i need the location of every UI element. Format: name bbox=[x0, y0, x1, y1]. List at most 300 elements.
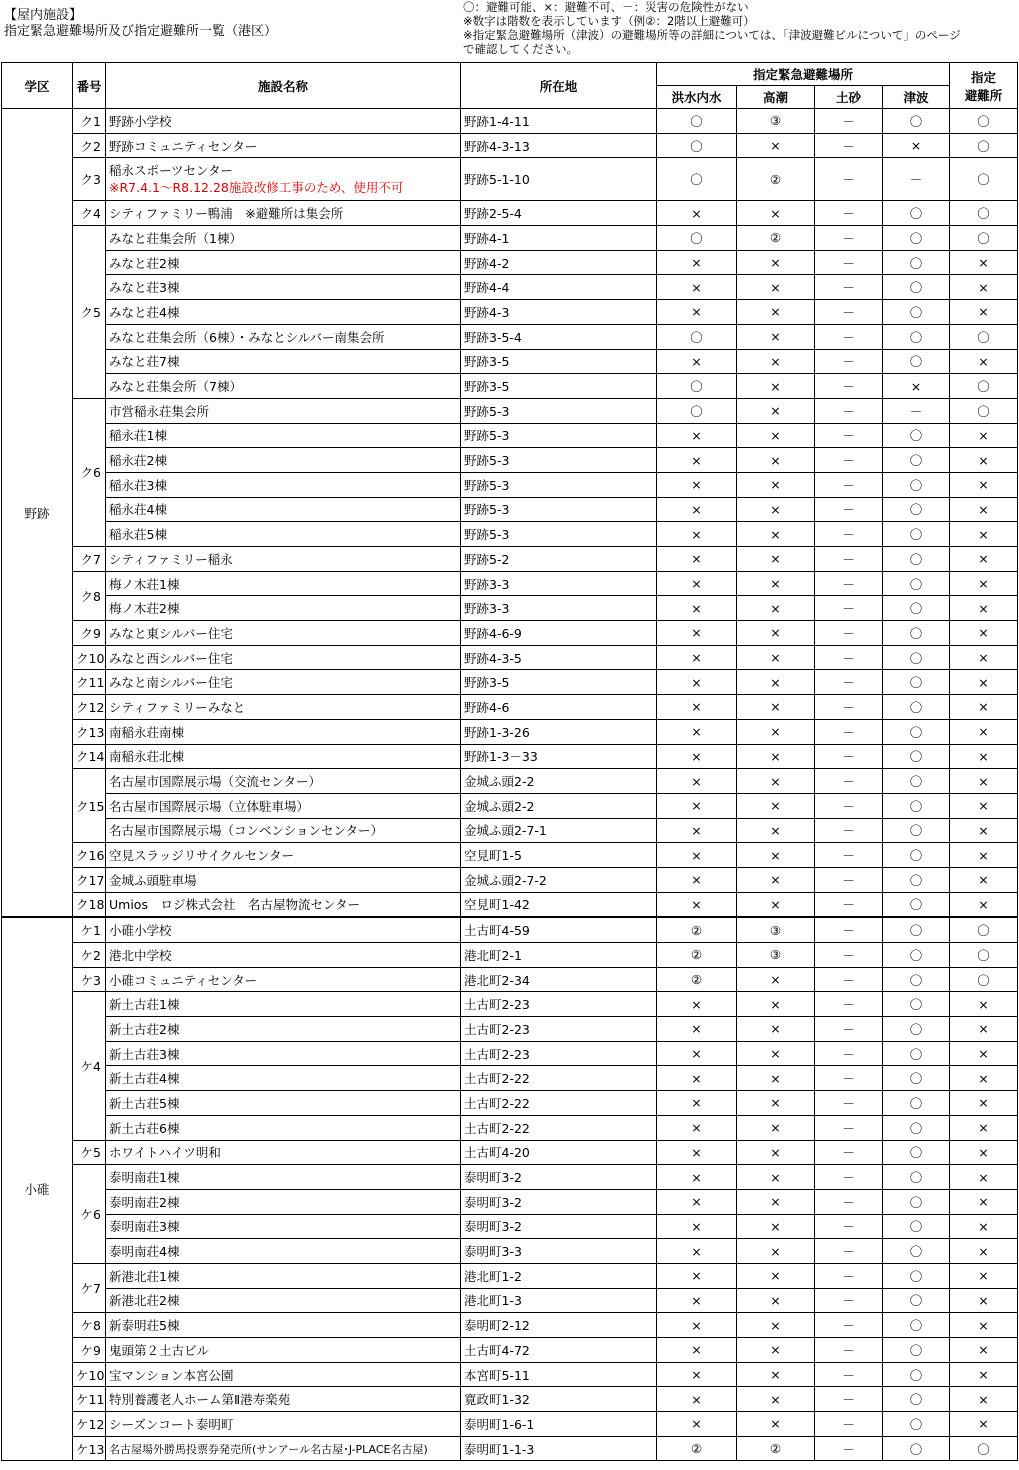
table-row bbox=[2, 158, 1018, 201]
table-row bbox=[2, 867, 1018, 892]
table-row bbox=[2, 275, 1018, 300]
landslide-mark: － bbox=[815, 1313, 883, 1338]
flood-mark: ② bbox=[657, 917, 737, 942]
shelter-mark: × bbox=[950, 1140, 1018, 1165]
landslide-mark: － bbox=[815, 843, 883, 868]
flood-mark: × bbox=[657, 843, 737, 868]
storm-mark: × bbox=[737, 547, 815, 572]
tsunami-mark: 〇 bbox=[883, 1189, 950, 1214]
col-tsunami: 津波 bbox=[883, 86, 950, 109]
flood-mark: × bbox=[657, 1313, 737, 1338]
tsunami-mark: 〇 bbox=[883, 1313, 950, 1338]
tsunami-mark: 〇 bbox=[883, 892, 950, 917]
storm-mark: ② bbox=[737, 1436, 815, 1461]
legend-note: 〇：避難可能、×：避難不可、－：災害の危険性がない bbox=[463, 0, 749, 14]
facility-number: ク1 bbox=[73, 109, 106, 134]
storm-mark: × bbox=[737, 324, 815, 349]
facility-name: みなと荘4棟 bbox=[106, 300, 461, 325]
flood-mark: × bbox=[657, 250, 737, 275]
address-cell: 野跡3-5 bbox=[461, 349, 657, 374]
table-row bbox=[2, 793, 1018, 818]
flood-mark: × bbox=[657, 596, 737, 621]
storm-mark: × bbox=[737, 448, 815, 473]
tsunami-mark: 〇 bbox=[883, 423, 950, 448]
storm-mark: × bbox=[737, 423, 815, 448]
storm-mark: × bbox=[737, 201, 815, 226]
table-row bbox=[2, 300, 1018, 325]
tsunami-mark: 〇 bbox=[883, 1091, 950, 1116]
flood-mark: × bbox=[657, 1189, 737, 1214]
landslide-mark: － bbox=[815, 423, 883, 448]
col-storm: 高潮 bbox=[737, 86, 815, 109]
table-row bbox=[2, 324, 1018, 349]
address-cell: 野跡4-1 bbox=[461, 226, 657, 251]
facility-name: みなと東シルバー住宅 bbox=[106, 621, 461, 646]
table-row bbox=[2, 472, 1018, 497]
flood-mark: ② bbox=[657, 967, 737, 992]
storm-mark: × bbox=[737, 250, 815, 275]
shelter-mark: × bbox=[950, 1165, 1018, 1190]
landslide-mark: － bbox=[815, 250, 883, 275]
tsunami-mark: 〇 bbox=[883, 1041, 950, 1066]
shelter-mark: × bbox=[950, 275, 1018, 300]
tsunami-mark: 〇 bbox=[883, 621, 950, 646]
facility-number: ケ11 bbox=[73, 1387, 106, 1412]
storm-mark: × bbox=[737, 1041, 815, 1066]
facility-name: 新港北荘2棟 bbox=[106, 1288, 461, 1313]
table-row bbox=[2, 1412, 1018, 1437]
address-cell: 野跡5-2 bbox=[461, 547, 657, 572]
landslide-mark: － bbox=[815, 769, 883, 794]
storm-mark: × bbox=[737, 596, 815, 621]
landslide-mark: － bbox=[815, 670, 883, 695]
storm-mark: × bbox=[737, 275, 815, 300]
address-cell: 土古町2-23 bbox=[461, 1017, 657, 1042]
facility-number: ケ9 bbox=[73, 1338, 106, 1363]
col-shelter-line1: 指定 bbox=[971, 69, 997, 85]
table-row bbox=[2, 769, 1018, 794]
storm-mark: × bbox=[737, 133, 815, 158]
landslide-mark: － bbox=[815, 1017, 883, 1042]
shelter-mark: 〇 bbox=[950, 324, 1018, 349]
facility-name: みなと荘2棟 bbox=[106, 250, 461, 275]
address-cell: 野跡5-3 bbox=[461, 497, 657, 522]
flood-mark: × bbox=[657, 992, 737, 1017]
tsunami-mark: 〇 bbox=[883, 769, 950, 794]
table-row bbox=[2, 1338, 1018, 1363]
landslide-mark: － bbox=[815, 695, 883, 720]
address-cell: 土古町2-22 bbox=[461, 1091, 657, 1116]
flood-mark: × bbox=[657, 349, 737, 374]
tsunami-mark: 〇 bbox=[883, 1362, 950, 1387]
facility-number: ク2 bbox=[73, 133, 106, 158]
address-cell: 土古町2-23 bbox=[461, 992, 657, 1017]
table-row bbox=[2, 917, 1018, 942]
facility-number: ク12 bbox=[73, 695, 106, 720]
address-cell: 野跡5-3 bbox=[461, 398, 657, 423]
shelter-mark: × bbox=[950, 992, 1018, 1017]
landslide-mark: － bbox=[815, 645, 883, 670]
tsunami-mark: 〇 bbox=[883, 967, 950, 992]
tsunami-mark: 〇 bbox=[883, 522, 950, 547]
table-row bbox=[2, 133, 1018, 158]
flood-mark: × bbox=[657, 1288, 737, 1313]
storm-mark: × bbox=[737, 867, 815, 892]
flood-mark: ② bbox=[657, 943, 737, 968]
tsunami-mark: 〇 bbox=[883, 226, 950, 251]
page-title: 指定緊急避難場所及び指定避難所一覧（港区） bbox=[4, 24, 278, 39]
table-row bbox=[2, 423, 1018, 448]
shelter-mark: 〇 bbox=[950, 158, 1018, 201]
facility-name: 野跡小学校 bbox=[106, 109, 461, 134]
tsunami-mark: 〇 bbox=[883, 645, 950, 670]
shelter-mark: × bbox=[950, 1412, 1018, 1437]
landslide-mark: － bbox=[815, 1239, 883, 1264]
address-cell: 泰明町1-6-1 bbox=[461, 1412, 657, 1437]
landslide-mark: － bbox=[815, 275, 883, 300]
address-cell: 泰明町3-2 bbox=[461, 1214, 657, 1239]
landslide-mark: － bbox=[815, 349, 883, 374]
shelter-mark: × bbox=[950, 1214, 1018, 1239]
legend-note: ※指定緊急避難場所（津波）の避難場所等の詳細については、「津波避難ビルについて」のページ bbox=[463, 28, 961, 42]
legend-note: ※数字は階数を表示しています（例②：2階以上避難可） bbox=[463, 14, 755, 28]
table-row bbox=[2, 547, 1018, 572]
flood-mark: × bbox=[657, 621, 737, 646]
facility-name: 空見スラッジリサイクルセンター bbox=[106, 843, 461, 868]
shelter-mark: 〇 bbox=[950, 398, 1018, 423]
storm-mark: ② bbox=[737, 158, 815, 201]
tsunami-mark: 〇 bbox=[883, 201, 950, 226]
tsunami-mark: 〇 bbox=[883, 1017, 950, 1042]
storm-mark: × bbox=[737, 992, 815, 1017]
table-row bbox=[2, 1091, 1018, 1116]
address-cell: 野跡5-3 bbox=[461, 472, 657, 497]
facility-number: ケ12 bbox=[73, 1412, 106, 1437]
facility-name: 名古屋場外勝馬投票券発売所(サンアール名古屋･J-PLACE名古屋) bbox=[106, 1436, 461, 1461]
storm-mark: × bbox=[737, 1387, 815, 1412]
address-cell: 港北町1-3 bbox=[461, 1288, 657, 1313]
shelter-mark: × bbox=[950, 1041, 1018, 1066]
shelter-mark: × bbox=[950, 843, 1018, 868]
shelter-mark: × bbox=[950, 497, 1018, 522]
tsunami-mark: × bbox=[883, 133, 950, 158]
landslide-mark: － bbox=[815, 226, 883, 251]
facility-name: 新土古荘6棟 bbox=[106, 1115, 461, 1140]
landslide-mark: － bbox=[815, 867, 883, 892]
col-gakku: 学区 bbox=[2, 63, 73, 109]
flood-mark: × bbox=[657, 1140, 737, 1165]
tsunami-mark: 〇 bbox=[883, 497, 950, 522]
shelter-mark: × bbox=[950, 300, 1018, 325]
flood-mark: × bbox=[657, 1214, 737, 1239]
shelter-mark: × bbox=[950, 769, 1018, 794]
facility-name: 稲永荘4棟 bbox=[106, 497, 461, 522]
storm-mark: × bbox=[737, 472, 815, 497]
address-cell: 野跡4-3-13 bbox=[461, 133, 657, 158]
flood-mark: ② bbox=[657, 1436, 737, 1461]
flood-mark: × bbox=[657, 645, 737, 670]
landslide-mark: － bbox=[815, 1140, 883, 1165]
closure-notice: ※R7.4.1～R8.12.28施設改修工事のため、使用不可 bbox=[109, 180, 404, 196]
tsunami-mark: 〇 bbox=[883, 744, 950, 769]
tsunami-mark: 〇 bbox=[883, 1165, 950, 1190]
storm-mark: × bbox=[737, 670, 815, 695]
shelter-mark: × bbox=[950, 1115, 1018, 1140]
shelter-mark: 〇 bbox=[950, 226, 1018, 251]
legend-note: で確認してください。 bbox=[463, 42, 578, 56]
storm-mark: × bbox=[737, 349, 815, 374]
tsunami-mark: 〇 bbox=[883, 793, 950, 818]
flood-mark: × bbox=[657, 1412, 737, 1437]
shelter-mark: × bbox=[950, 571, 1018, 596]
table-row bbox=[2, 1115, 1018, 1140]
landslide-mark: － bbox=[815, 1214, 883, 1239]
facility-name: みなと荘集会所（6棟）・みなとシルバー南集会所 bbox=[106, 324, 461, 349]
tsunami-mark: 〇 bbox=[883, 1288, 950, 1313]
table-row bbox=[2, 1362, 1018, 1387]
table-row bbox=[2, 1165, 1018, 1190]
address-cell: 本宮町5-11 bbox=[461, 1362, 657, 1387]
storm-mark: ② bbox=[737, 226, 815, 251]
col-landslide: 土砂 bbox=[815, 86, 883, 109]
landslide-mark: － bbox=[815, 1362, 883, 1387]
address-cell: 野跡4-4 bbox=[461, 275, 657, 300]
shelter-mark: × bbox=[950, 867, 1018, 892]
shelter-mark: × bbox=[950, 695, 1018, 720]
facility-name: 泰明南荘3棟 bbox=[106, 1214, 461, 1239]
tsunami-mark: 〇 bbox=[883, 275, 950, 300]
shelter-mark: × bbox=[950, 522, 1018, 547]
flood-mark: × bbox=[657, 448, 737, 473]
flood-mark: × bbox=[657, 1387, 737, 1412]
storm-mark: × bbox=[737, 1214, 815, 1239]
flood-mark: × bbox=[657, 818, 737, 843]
facility-name: 特別養護老人ホーム第Ⅱ港寿楽苑 bbox=[106, 1387, 461, 1412]
address-cell: 野跡5-1-10 bbox=[461, 158, 657, 201]
landslide-mark: － bbox=[815, 1387, 883, 1412]
storm-mark: × bbox=[737, 1115, 815, 1140]
document-header bbox=[4, 8, 277, 40]
tsunami-mark: 〇 bbox=[883, 472, 950, 497]
shelter-mark: 〇 bbox=[950, 967, 1018, 992]
landslide-mark: － bbox=[815, 158, 883, 201]
landslide-mark: － bbox=[815, 943, 883, 968]
flood-mark: × bbox=[657, 1165, 737, 1190]
facility-name: ホワイトハイツ明和 bbox=[106, 1140, 461, 1165]
facility-name: 鬼頭第２土古ビル bbox=[106, 1338, 461, 1363]
facility-name: 梅ノ木荘1棟 bbox=[106, 571, 461, 596]
shelter-mark: × bbox=[950, 892, 1018, 917]
facility-number: ク11 bbox=[73, 670, 106, 695]
table-row bbox=[2, 818, 1018, 843]
tsunami-mark: 〇 bbox=[883, 1387, 950, 1412]
flood-mark: × bbox=[657, 670, 737, 695]
flood-mark: × bbox=[657, 744, 737, 769]
flood-mark: × bbox=[657, 867, 737, 892]
tsunami-mark: 〇 bbox=[883, 448, 950, 473]
landslide-mark: － bbox=[815, 1338, 883, 1363]
facility-number: ク16 bbox=[73, 843, 106, 868]
landslide-mark: － bbox=[815, 744, 883, 769]
flood-mark: × bbox=[657, 719, 737, 744]
storm-mark: × bbox=[737, 1091, 815, 1116]
facility-number: ケ3 bbox=[73, 967, 106, 992]
facility-name: 南稲永荘南棟 bbox=[106, 719, 461, 744]
address-cell: 野跡4-6 bbox=[461, 695, 657, 720]
table-row bbox=[2, 1066, 1018, 1091]
flood-mark: 〇 bbox=[657, 158, 737, 201]
flood-mark: × bbox=[657, 769, 737, 794]
flood-mark: × bbox=[657, 300, 737, 325]
storm-mark: × bbox=[737, 621, 815, 646]
flood-mark: × bbox=[657, 547, 737, 572]
tsunami-mark: 〇 bbox=[883, 867, 950, 892]
facility-name: 泰明南荘4棟 bbox=[106, 1239, 461, 1264]
flood-mark: 〇 bbox=[657, 374, 737, 399]
table-row bbox=[2, 1387, 1018, 1412]
shelter-mark: × bbox=[950, 621, 1018, 646]
tsunami-mark: 〇 bbox=[883, 109, 950, 134]
tsunami-mark: 〇 bbox=[883, 1115, 950, 1140]
landslide-mark: － bbox=[815, 818, 883, 843]
tsunami-mark: 〇 bbox=[883, 1140, 950, 1165]
shelter-mark: 〇 bbox=[950, 917, 1018, 942]
flood-mark: × bbox=[657, 275, 737, 300]
storm-mark: × bbox=[737, 1017, 815, 1042]
tsunami-mark: 〇 bbox=[883, 1412, 950, 1437]
landslide-mark: － bbox=[815, 793, 883, 818]
facility-number: ケ10 bbox=[73, 1362, 106, 1387]
landslide-mark: － bbox=[815, 719, 883, 744]
shelter-mark: × bbox=[950, 596, 1018, 621]
tsunami-mark: 〇 bbox=[883, 719, 950, 744]
landslide-mark: － bbox=[815, 917, 883, 942]
flood-mark: × bbox=[657, 695, 737, 720]
address-cell: 金城ふ頭2-2 bbox=[461, 793, 657, 818]
table-row bbox=[2, 571, 1018, 596]
address-cell: 土古町4-72 bbox=[461, 1338, 657, 1363]
storm-mark: × bbox=[737, 1140, 815, 1165]
shelter-mark: 〇 bbox=[950, 1436, 1018, 1461]
shelter-mark: × bbox=[950, 547, 1018, 572]
storm-mark: × bbox=[737, 967, 815, 992]
tsunami-mark: 〇 bbox=[883, 917, 950, 942]
flood-mark: × bbox=[657, 522, 737, 547]
flood-mark: × bbox=[657, 1017, 737, 1042]
table-row bbox=[2, 1041, 1018, 1066]
address-cell: 野跡2-5-4 bbox=[461, 201, 657, 226]
facility-number: ク17 bbox=[73, 867, 106, 892]
table-row bbox=[2, 1189, 1018, 1214]
flood-mark: × bbox=[657, 1263, 737, 1288]
flood-mark: 〇 bbox=[657, 133, 737, 158]
flood-mark: × bbox=[657, 201, 737, 226]
table-row bbox=[2, 349, 1018, 374]
landslide-mark: － bbox=[815, 522, 883, 547]
landslide-mark: － bbox=[815, 374, 883, 399]
table-row bbox=[2, 448, 1018, 473]
facility-name: 港北中学校 bbox=[106, 943, 461, 968]
storm-mark: × bbox=[737, 1066, 815, 1091]
facility-name: 新泰明荘5棟 bbox=[106, 1313, 461, 1338]
landslide-mark: － bbox=[815, 1091, 883, 1116]
landslide-mark: － bbox=[815, 1436, 883, 1461]
shelter-mark: 〇 bbox=[950, 374, 1018, 399]
shelter-mark: × bbox=[950, 719, 1018, 744]
tsunami-mark: × bbox=[883, 374, 950, 399]
landslide-mark: － bbox=[815, 621, 883, 646]
facility-number: ク9 bbox=[73, 621, 106, 646]
landslide-mark: － bbox=[815, 497, 883, 522]
tsunami-mark: － bbox=[883, 158, 950, 201]
flood-mark: × bbox=[657, 472, 737, 497]
storm-mark: × bbox=[737, 892, 815, 917]
storm-mark: × bbox=[737, 793, 815, 818]
table-row bbox=[2, 1263, 1018, 1288]
table-row bbox=[2, 695, 1018, 720]
facility-name: 稲永荘3棟 bbox=[106, 472, 461, 497]
address-cell: 港北町2-34 bbox=[461, 967, 657, 992]
facility-number: ケ13 bbox=[73, 1436, 106, 1461]
landslide-mark: － bbox=[815, 892, 883, 917]
address-cell: 土古町2-22 bbox=[461, 1066, 657, 1091]
shelter-mark: × bbox=[950, 1362, 1018, 1387]
tsunami-mark: 〇 bbox=[883, 300, 950, 325]
storm-mark: × bbox=[737, 1239, 815, 1264]
storm-mark: × bbox=[737, 497, 815, 522]
facility-name: 小碓小学校 bbox=[106, 917, 461, 942]
landslide-mark: － bbox=[815, 571, 883, 596]
shelter-mark: × bbox=[950, 448, 1018, 473]
landslide-mark: － bbox=[815, 472, 883, 497]
storm-mark: × bbox=[737, 695, 815, 720]
shelter-mark: × bbox=[950, 645, 1018, 670]
flood-mark: × bbox=[657, 1091, 737, 1116]
landslide-mark: － bbox=[815, 1189, 883, 1214]
flood-mark: × bbox=[657, 423, 737, 448]
table-row bbox=[2, 843, 1018, 868]
tsunami-mark: 〇 bbox=[883, 250, 950, 275]
tsunami-mark: 〇 bbox=[883, 992, 950, 1017]
facility-name: シティファミリーみなと bbox=[106, 695, 461, 720]
facility-number: ク14 bbox=[73, 744, 106, 769]
table-row bbox=[2, 522, 1018, 547]
table-row bbox=[2, 1239, 1018, 1264]
landslide-mark: － bbox=[815, 1263, 883, 1288]
facility-number: ケ6 bbox=[73, 1165, 106, 1264]
flood-mark: × bbox=[657, 1338, 737, 1363]
landslide-mark: － bbox=[815, 300, 883, 325]
facility-name: シティファミリー稲永 bbox=[106, 547, 461, 572]
table-row bbox=[2, 719, 1018, 744]
col-address: 所在地 bbox=[461, 63, 657, 109]
storm-mark: × bbox=[737, 818, 815, 843]
table-row bbox=[2, 497, 1018, 522]
table-row bbox=[2, 374, 1018, 399]
facility-number: ク10 bbox=[73, 645, 106, 670]
address-cell: 泰明町3-2 bbox=[461, 1165, 657, 1190]
shelter-mark: × bbox=[950, 1066, 1018, 1091]
facility-name: 新土古荘3棟 bbox=[106, 1041, 461, 1066]
flood-mark: × bbox=[657, 571, 737, 596]
address-cell: 土古町2-22 bbox=[461, 1115, 657, 1140]
storm-mark: × bbox=[737, 1263, 815, 1288]
storm-mark: × bbox=[737, 398, 815, 423]
shelter-mark: 〇 bbox=[950, 943, 1018, 968]
landslide-mark: － bbox=[815, 1412, 883, 1437]
tsunami-mark: 〇 bbox=[883, 596, 950, 621]
facility-number: ケ2 bbox=[73, 943, 106, 968]
